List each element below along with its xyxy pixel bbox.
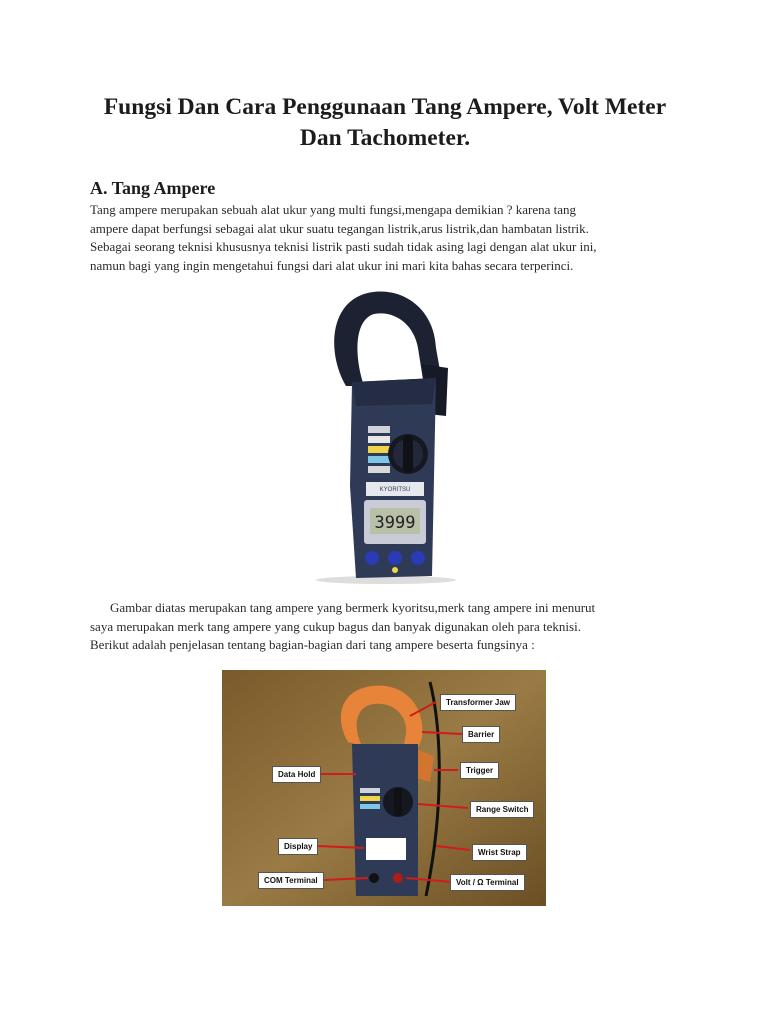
paragraph-line: saya merupakan merk tang ampere yang cukup bagus dan banyak digunakan oleh para teknisi. — [90, 618, 581, 634]
clamp-meter-photo — [236, 286, 526, 586]
label-transformer-jaw: Transformer Jaw — [440, 694, 516, 711]
label-volt-terminal: Volt / Ω Terminal — [450, 874, 525, 891]
paragraph-description — [90, 599, 690, 655]
paragraph-line: ampere dapat berfungsi sebagai alat ukur suatu tegangan listrik,arus listrik,dan hambatan listrik. — [90, 220, 589, 236]
label-display: Display — [278, 838, 318, 855]
meter-brand: KYORITSU — [379, 487, 411, 493]
label-range-switch: Range Switch — [470, 801, 534, 818]
clamp-meter-diagram — [222, 670, 546, 906]
page-title: Fungsi Dan Cara Penggunaan Tang Ampere, Volt Meter Dan Tachometer. — [103, 94, 667, 151]
meter-display-value: 3999 — [374, 513, 416, 533]
label-data-hold: Data Hold — [272, 766, 321, 783]
paragraph-line: namun bagi yang ingin mengetahui fungsi dari alat ukur ini mari kita bahas secara terperinci. — [90, 257, 574, 273]
paragraph-line: Gambar diatas merupakan tang ampere yang bermerk kyoritsu,merk tang ampere ini menurut — [110, 600, 596, 615]
label-barrier: Barrier — [462, 726, 500, 743]
label-wrist-strap: Wrist Strap — [472, 844, 527, 861]
paragraph-line: Sebagai seorang teknisi khususnya teknisi listrik pasti sudah tidak asing lagi dengan alat ukur ini, — [90, 239, 597, 254]
paragraph-line: Berikut adalah penjelasan tentang bagian-bagian dari tang ampere beserta fungsinya : — [90, 637, 535, 652]
label-com-terminal: COM Terminal — [258, 872, 324, 889]
section-heading: A. Tang Ampere — [90, 178, 216, 198]
label-trigger: Trigger — [460, 762, 499, 779]
paragraph-intro — [90, 201, 690, 275]
paragraph-line: Tang ampere merupakan sebuah alat ukur yang multi fungsi,mengapa demikian ? karena tang — [90, 202, 577, 217]
